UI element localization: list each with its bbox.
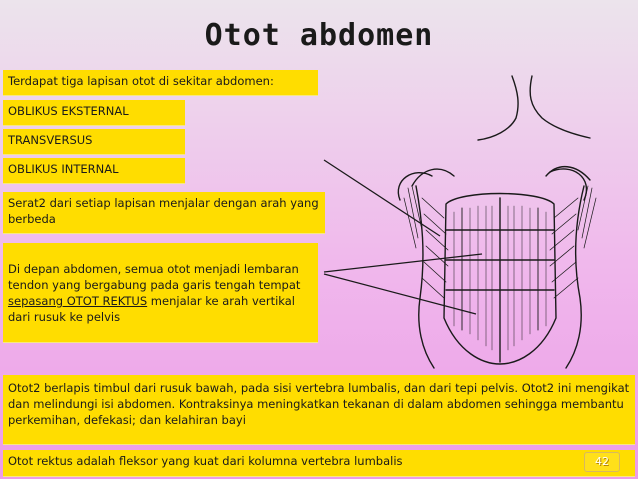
rectus-box: Otot rektus adalah fleksor yang kuat dari kolumna vertebra lumbalis bbox=[3, 450, 635, 477]
layer-oblikus-eksternal: OBLIKUS EKSTERNAL bbox=[3, 100, 185, 126]
intro-box: Terdapat tiga lapisan otot di sekitar abdomen: bbox=[3, 70, 318, 96]
fibers-box: Serat2 dari setiap lapisan menjalar dengan arah yang berbeda bbox=[3, 192, 325, 234]
rectus-term: sepasang OTOT REKTUS bbox=[8, 294, 148, 308]
page-number: 42 bbox=[584, 452, 620, 472]
abdomen-muscle-illustration bbox=[322, 68, 638, 370]
slide-title: Otot abdomen bbox=[204, 18, 434, 53]
layer-transversus: TRANSVERSUS bbox=[3, 129, 185, 155]
front-text-after: menjalar ke arah vertikal dari rusuk ke pelvis bbox=[8, 294, 296, 324]
front-text-before: Di depan abdomen, semua otot menjadi lembaran tendon yang bergabung pada garis tengah tempat bbox=[8, 262, 301, 292]
layer-oblikus-internal: OBLIKUS INTERNAL bbox=[3, 158, 185, 184]
attach-box: Otot2 berlapis timbul dari rusuk bawah, pada sisi vertebra lumbalis, dan dari tepi pelvis. Otot2 ini mengikat dan melindungi isi abdomen. Kontraksinya meningkatkan tekanan di dalam abdomen sehingga membantu perkemihan, defekasi; dan kelahiran bayi bbox=[3, 375, 635, 445]
front-box bbox=[3, 243, 318, 343]
